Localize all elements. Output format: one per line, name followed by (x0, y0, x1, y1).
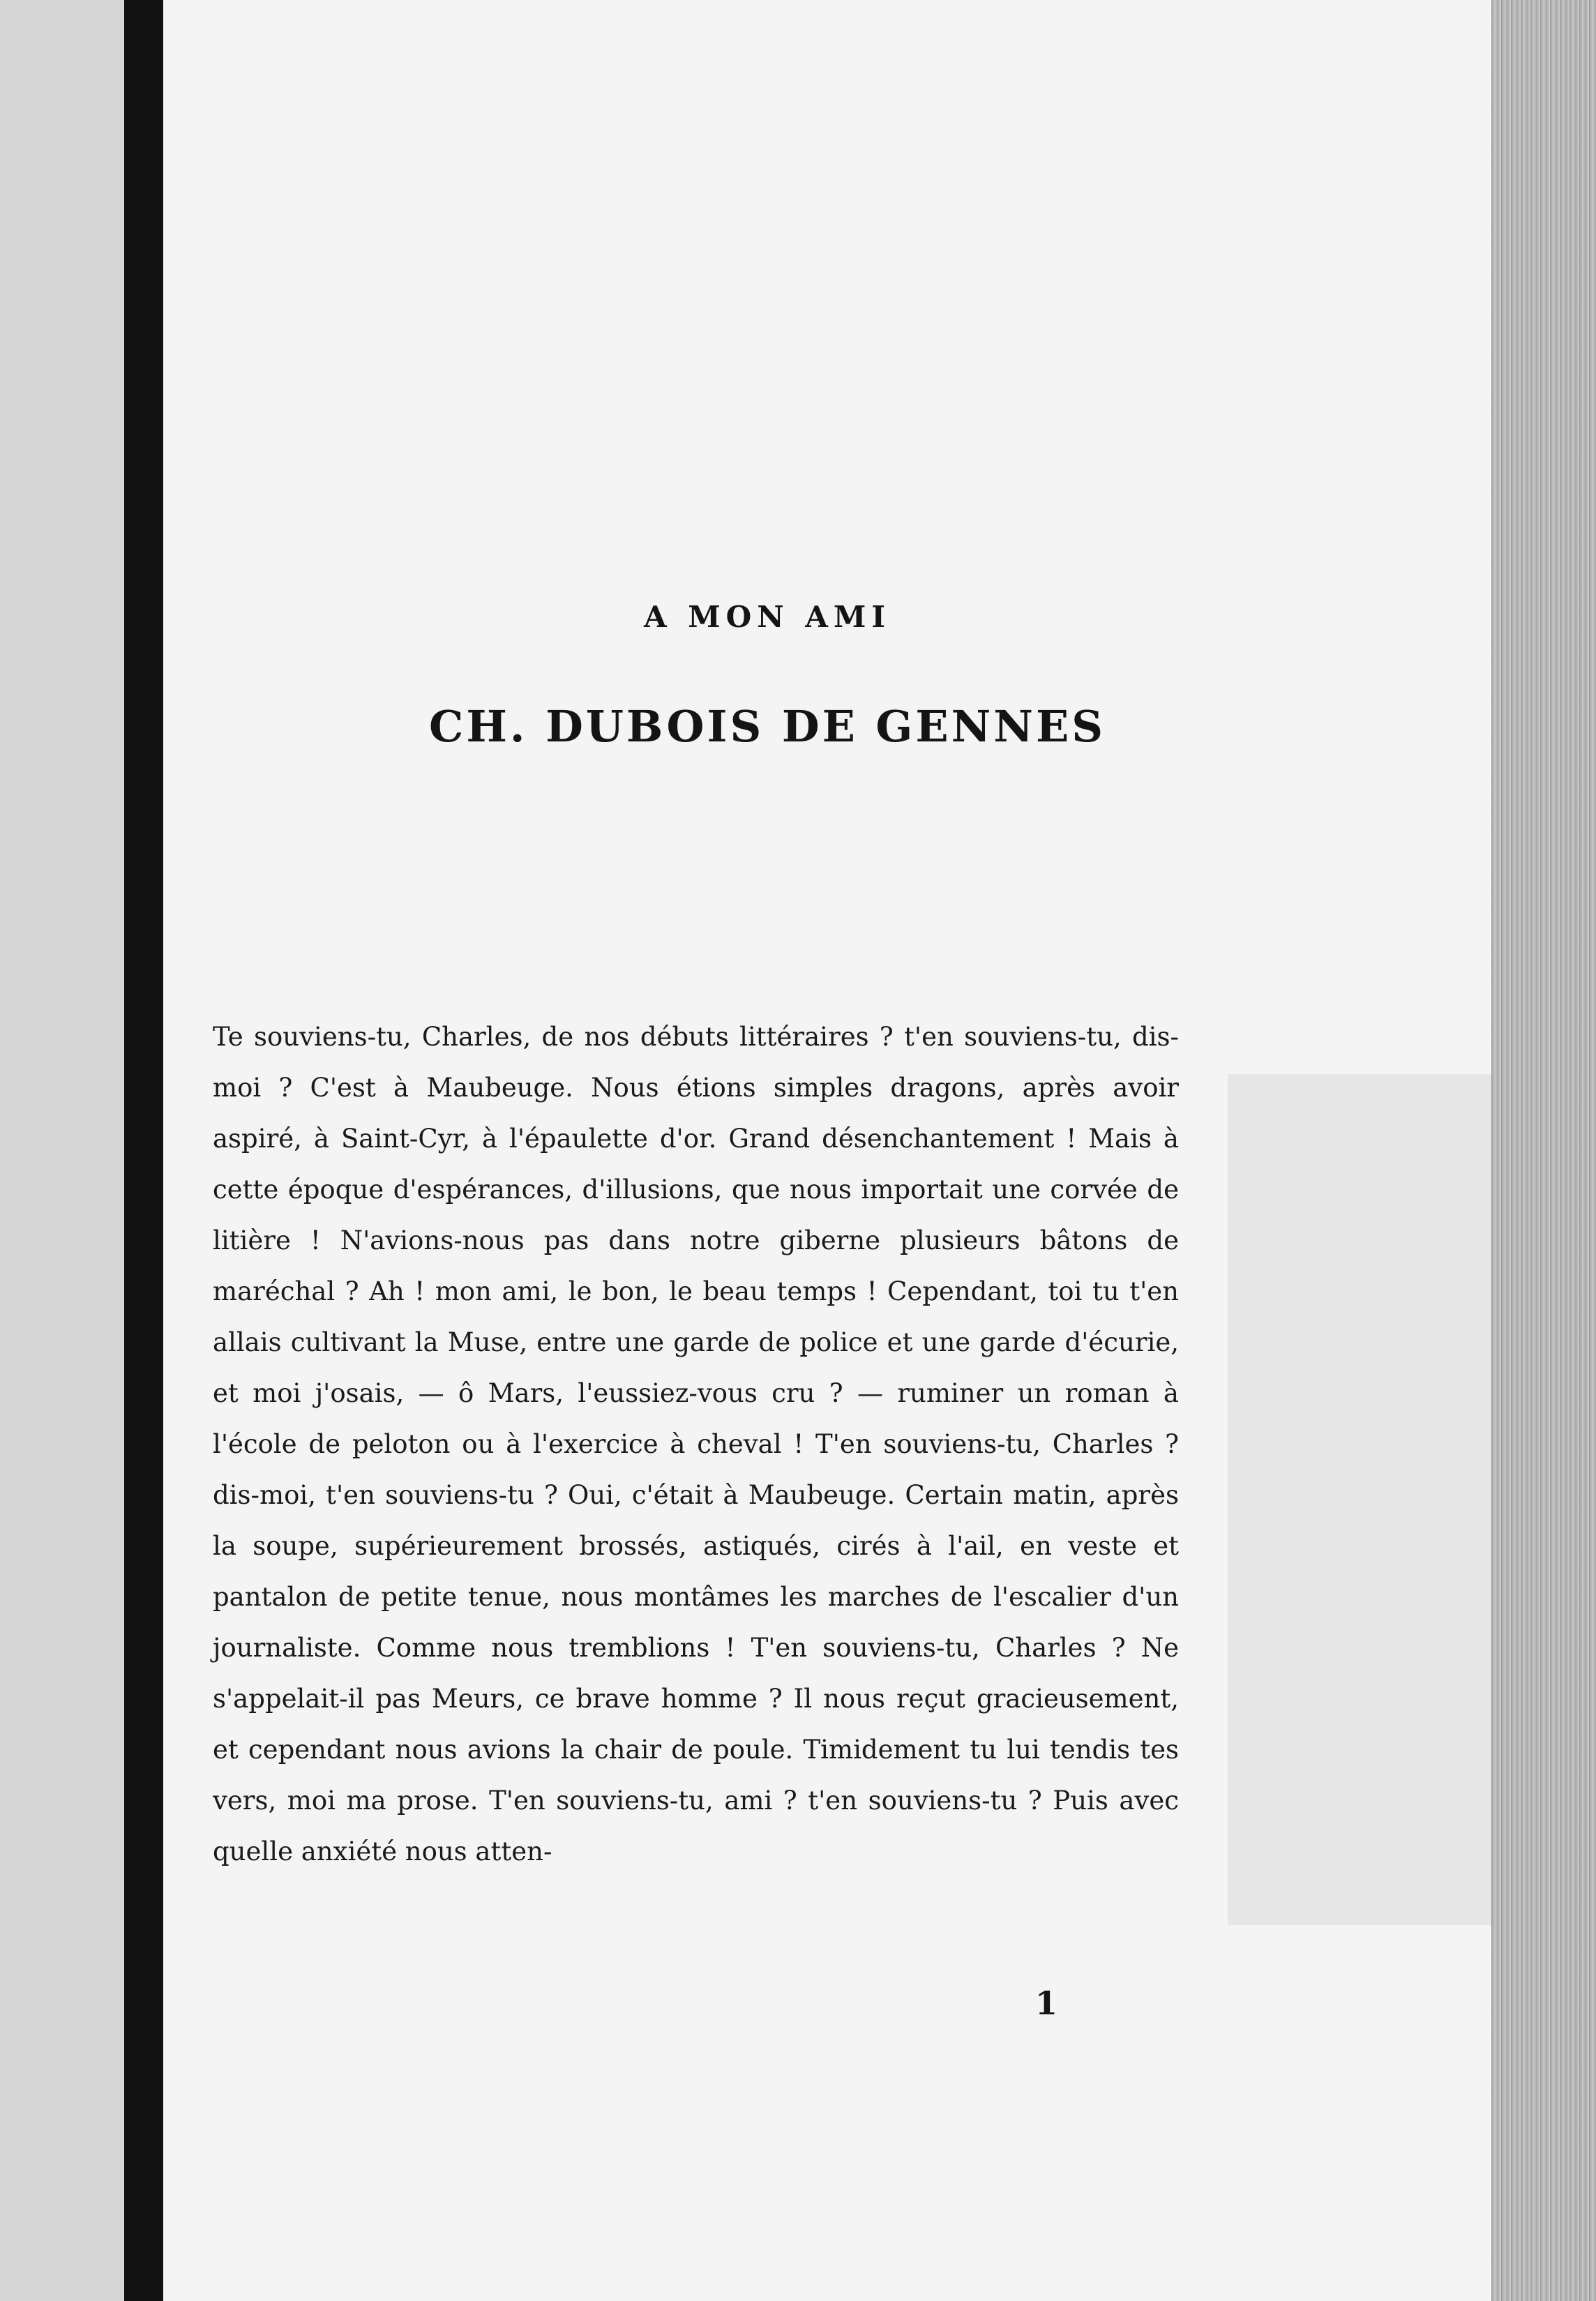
book-binding (124, 0, 163, 2301)
page-edges (1491, 0, 1596, 2301)
page-number: 1 (1034, 1984, 1057, 2022)
dedication-name: CH. DUBOIS DE GENNES (428, 701, 1106, 752)
dedication-line: A MON AMI (643, 600, 891, 634)
left-margin (0, 0, 124, 2301)
body-paragraph: Te souviens-tu, Charles, de nos débuts littéraires ? t'en souviens-tu, dis-moi ? C'est à Maubeuge. Nous étions simples dragons, après avoir aspiré, à Saint-Cyr, à l'épaulette d'or. Grand désenchantement ! Mais à cette époque d'espérances, d'illusions, que nous importait une corvée de litière ! N'avions-nous pas dans notre giberne plusieurs bâtons de maréchal ? Ah ! mon ami, le bon, le beau temps ! Cependant, toi tu t'en allais cultivant la Muse, entre une garde de police et une garde d'écurie, et moi j'osais, — ô Mars, l'eussiez-vous cru ? — ruminer un roman à l'école de peloton ou à l'exercice à cheval ! T'en souviens-tu, Charles ? dis-moi, t'en souviens-tu ? Oui, c'était à Maubeuge. Certain matin, après la soupe, supérieurement brossés, astiqués, cirés à l'ail, en veste et pantalon de petite tenue, nous montâmes les marches de l'escalier d'un journaliste. Comme nous tremblions ! T'en souviens-tu, Charles ? Ne s'appelait-il pas Meurs, ce brave homme ? Il nous reçut gracieusement, et cependant nous avions la chair de poule. Timidement tu lui tendis tes vers, moi ma prose. T'en souviens-tu, ami ? t'en souviens-tu ? Puis avec quelle anxiété nous atten- (213, 1022, 1179, 1866)
page-shadow (1228, 1074, 1493, 1925)
